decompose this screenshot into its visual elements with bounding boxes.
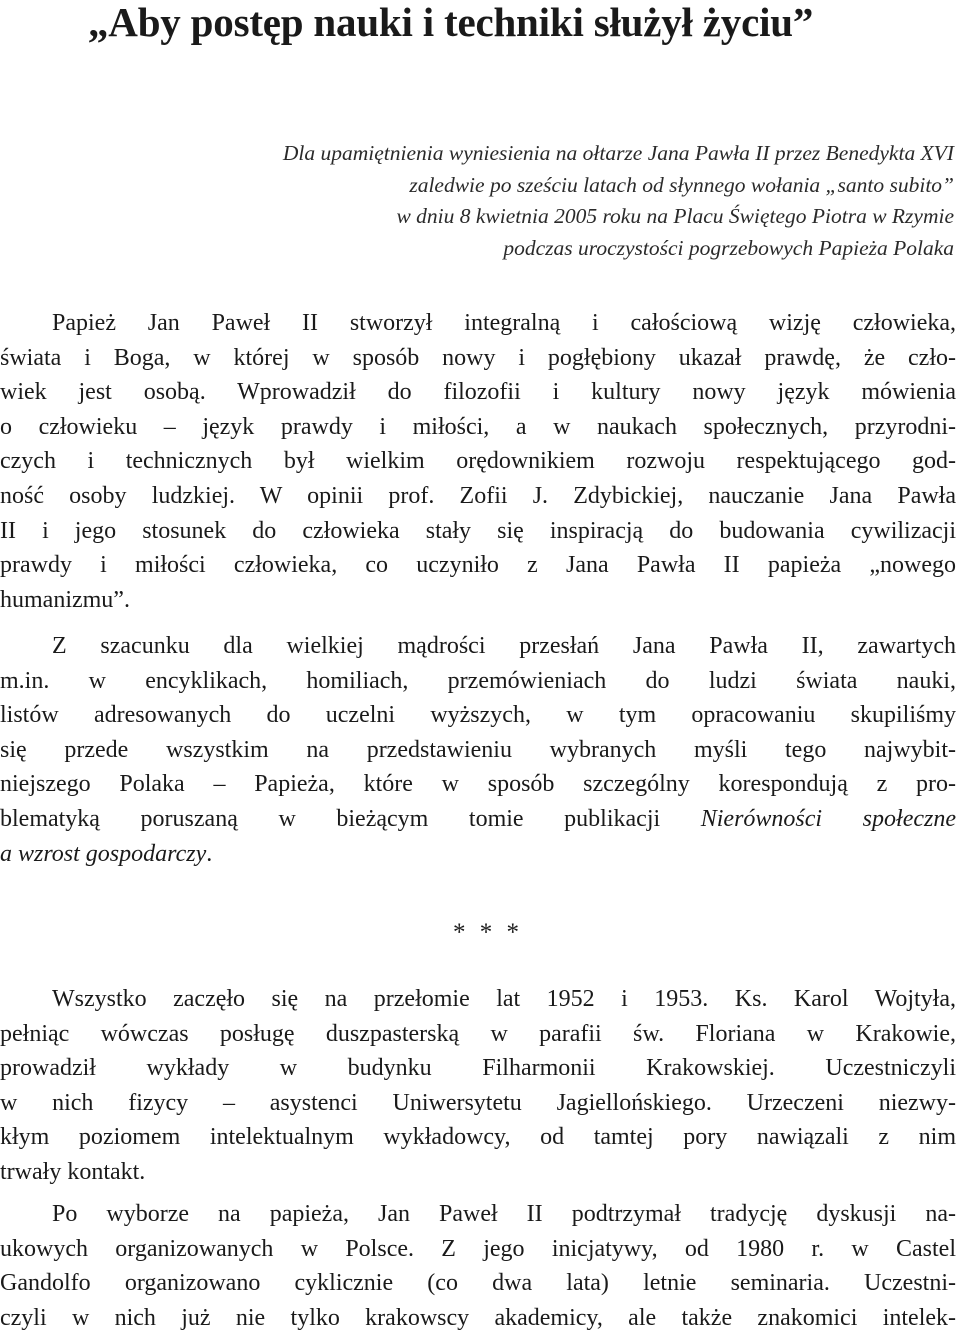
motto-line: w dniu 8 kwietnia 2005 roku na Placu Świętego Piotra w Rzymie bbox=[396, 204, 954, 228]
paragraph-line bbox=[0, 837, 956, 872]
motto bbox=[283, 138, 954, 264]
paragraph-text: . bbox=[206, 840, 213, 867]
paragraph-line: Gandolfo organizowano cyklicznie (co dwa lata) letnie seminaria. Uczestni- bbox=[0, 1270, 956, 1297]
paragraph-line: Papież Jan Paweł II stworzył integralną i całościową wizję człowieka, bbox=[52, 310, 956, 336]
paragraph-line: trwały kontakt. bbox=[0, 1158, 146, 1185]
motto-line: podczas uroczystości pogrzebowych Papieża Polaka bbox=[503, 235, 954, 260]
paragraph-line: o człowieku – język prawdy i miłości, a w naukach społecznych, przyrodni- bbox=[0, 413, 956, 440]
paragraph-line: niejszego Polaka – Papieża, które w sposób szczególny korespondują z pro- bbox=[0, 771, 956, 798]
paragraph-line: listów adresowanych do uczelni wyższych, w tym opracowaniu skupiliśmy bbox=[0, 702, 956, 729]
section-separator: * * * bbox=[453, 919, 523, 946]
paragraph-1 bbox=[0, 306, 956, 617]
paragraph-line: ukowych organizowanych w Polsce. Z jego inicjatywy, od 1980 r. w Castel bbox=[0, 1235, 956, 1262]
paragraph-line: wiek jest osobą. Wprowadził do filozofii i kultury nowy język mówienia bbox=[0, 379, 956, 406]
paragraph-line: humanizmu”. bbox=[0, 586, 130, 613]
paragraph-line: w nich fizycy – asystenci Uniwersytetu Jagiellońskiego. Urzeczeni niezwy- bbox=[0, 1089, 956, 1116]
paragraph-line: II i jego stosunek do człowieka stały się inspiracją do budowania cywilizacji bbox=[0, 517, 956, 544]
publication-title-part: a wzrost gospodarczy bbox=[0, 840, 207, 867]
motto-line: zaledwie po sześciu latach od słynnego wołania „santo subito” bbox=[409, 172, 954, 197]
paragraph-line: m.in. w encyklikach, homiliach, przemówieniach do ludzi świata nauki, bbox=[0, 667, 956, 694]
paragraph-line: prawdy i miłości człowieka, co uczyniło z Jana Pawła II papieża „nowego bbox=[0, 552, 956, 579]
paragraph-line: kłym poziomem intelektualnym wykładowcy, od tamtej pory nawiązali z nim bbox=[0, 1124, 956, 1151]
paragraph-line: Po wyborze na papieża, Jan Paweł II podtrzymał tradycję dyskusji na- bbox=[52, 1201, 956, 1227]
paragraph-text: blematyką poruszaną w bieżącym tomie publikacji bbox=[0, 805, 701, 832]
paragraph-3 bbox=[0, 982, 956, 1190]
motto-line: Dla upamiętnienia wyniesienia na ołtarze Jana Pawła II przez Benedykta XVI bbox=[282, 141, 954, 165]
paragraph-4 bbox=[0, 1197, 956, 1335]
paragraph-line: ność osoby ludzkiej. W opinii prof. Zofii J. Zdybickiej, nauczanie Jana Pawła bbox=[0, 482, 956, 509]
page-title: „Aby postęp nauki i techniki służył życiu” bbox=[88, 0, 814, 45]
paragraph-line: czyli w nich już nie tylko krakowscy akademicy, ale także znakomici intelek- bbox=[0, 1304, 956, 1331]
paragraph-2 bbox=[0, 629, 956, 871]
paragraph-line: czych i technicznych był wielkim orędownikiem rozwoju respektującego god- bbox=[0, 448, 956, 475]
paragraph-line: Wszystko zaczęło się na przełomie lat 1952 i 1953. Ks. Karol Wojtyła, bbox=[52, 986, 956, 1012]
paragraph-line: pełniąc wówczas posługę duszpasterską w parafii św. Floriana w Krakowie, bbox=[0, 1020, 956, 1047]
publication-title-part: Nierówności społeczne bbox=[700, 805, 956, 832]
paragraph-line: Z szacunku dla wielkiej mądrości przesłań Jana Pawła II, zawartych bbox=[52, 633, 956, 659]
paragraph-line: się przede wszystkim na przedstawieniu wybranych myśli tego najwybit- bbox=[0, 736, 956, 763]
paragraph-line: świata i Boga, w której w sposób nowy i pogłębiony ukazał prawdę, że czło- bbox=[0, 344, 956, 371]
paragraph-line bbox=[0, 802, 956, 837]
paragraph-line: prowadził wykłady w budynku Filharmonii Krakowskiej. Uczestniczyli bbox=[0, 1055, 956, 1082]
